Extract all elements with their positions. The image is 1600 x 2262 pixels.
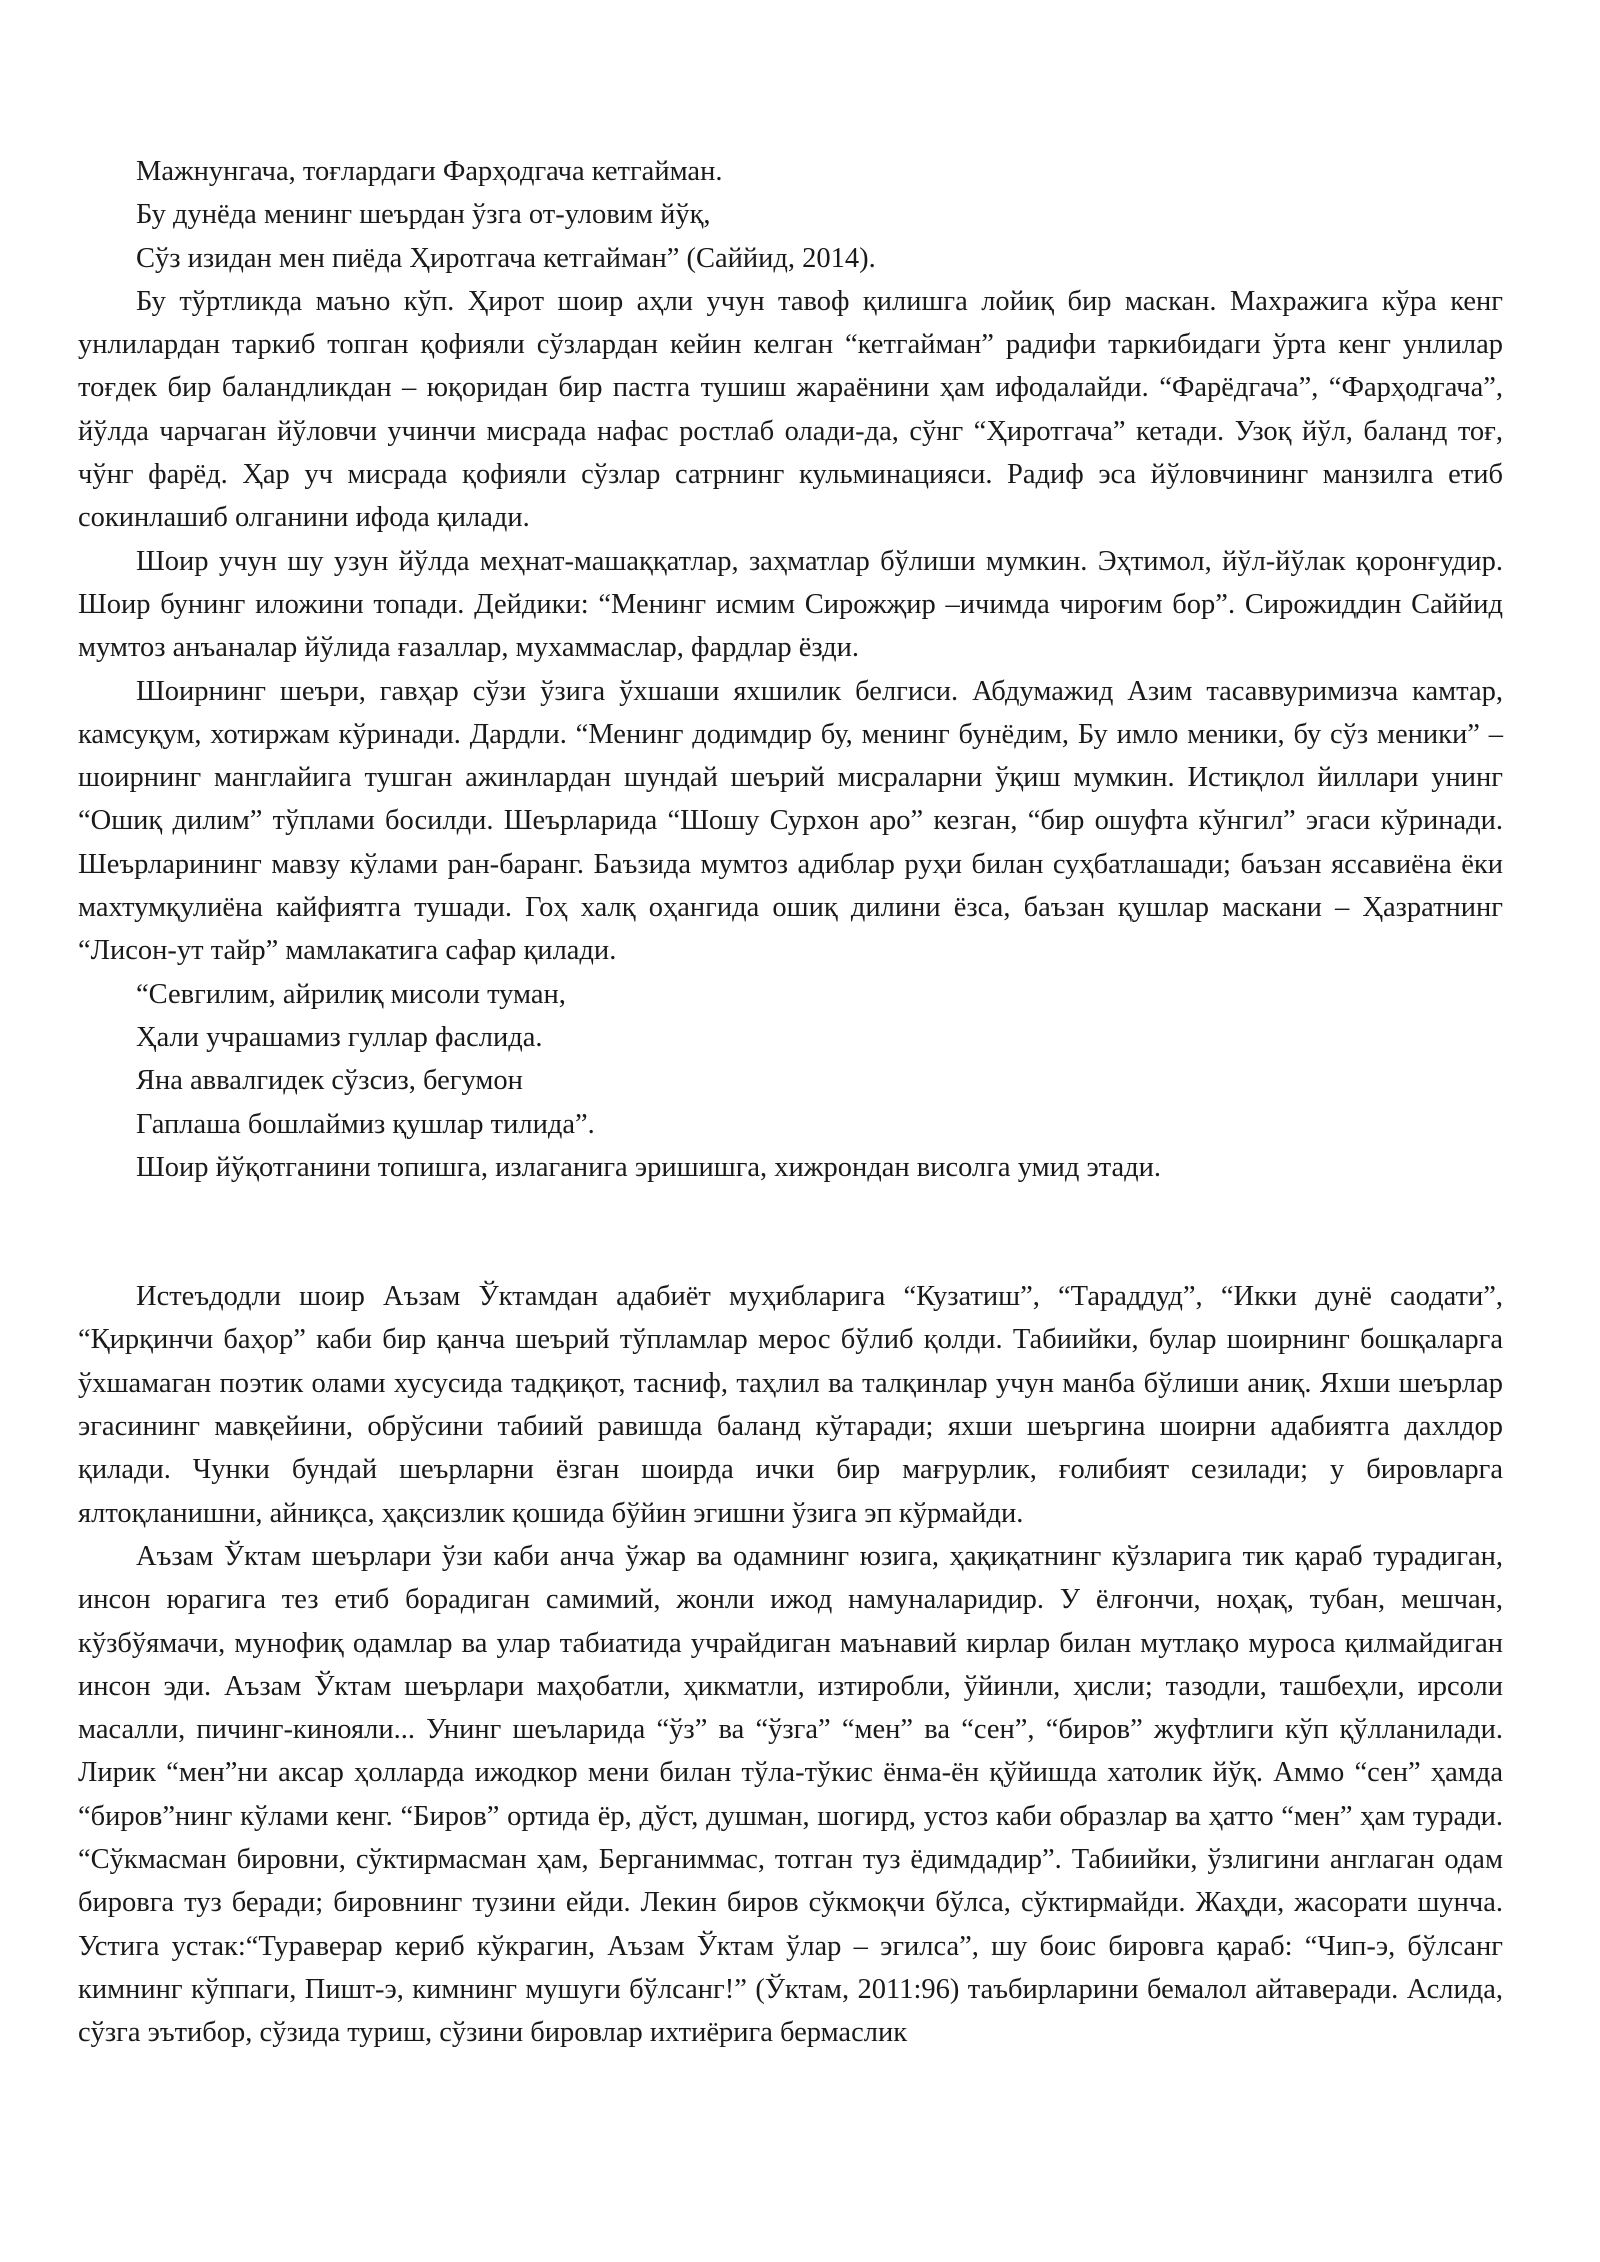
paragraph: Аъзам Ўктам шеърлари ўзи каби анча ўжар ва одамнинг юзига, ҳақиқатнинг кўзларига тик қараб турадиган, инсон юрагига тез етиб борадиган самимий, жонли ижод намуналаридир. У ёлғончи, ноҳақ, тубан, мешчан, кўзбўямачи, мунофиқ одамлар ва улар табиатида учрайдиган маънавий кирлар билан мутлақо муроса қилмайдиган инсон эди. Аъзам Ўктам шеърлари маҳобатли, ҳикматли, изтиробли, ўйинли, ҳисли; тазодли, ташбеҳли, ирсоли масалли, пичинг-кинояли... Унинг шеъларида “ўз” ва “ўзга” “мен” ва “сен”, “биров” жуфтлиги кўп қўлланилади. Лирик “мен”ни аксар ҳолларда ижодкор мени билан тўла-тўкис ёнма-ён қўйишда хатолик йўқ. Аммо “сен” ҳамда “биров”нинг кўлами кенг. “Биров” ортида ёр, дўст, душман, шогирд, устоз каби образлар ва ҳатто “мен” ҳам туради. “Сўкмасман бировни, сўктирмасман ҳам, Берганиммас, тотган туз ёдимдадир”. Табиийки, ўзлигини англаган одам бировга туз беради; бировнинг тузини ейди. Лекин биров сўкмоқчи бўлса, сўктирмайди. Жаҳди, жасорати шунча. Устига устак:“Тураверар кериб кўкрагин, Аъзам Ўктам ўлар – эгилса”, шу боис бировга қараб: “Чип-э, бўлсанг кимнинг кўппаги, Пишт-э, кимнинг мушуги бўлсанг!” (Ўктам, 2011:96) таъбирларини бемалол айтаверади. Аслида, сўзга эътибор, сўзида туриш, сўзини бировлар ихтиёрига бермаслик <box>78 1540 1503 2049</box>
section-spacer <box>78 1189 1503 1275</box>
poem-line: Сўз изидан мен пиёда Ҳиротгача кетгайман” (Саййид, 2014). <box>136 242 876 274</box>
paragraph: Шоирнинг шеъри, гавҳар сўзи ўзига ўхшаши яхшилик белгиси. Абдумажид Азим тасаввуримизча камтар, камсуқум, хотиржам кўринади. Дардли. “Менинг додимдир бу, менинг бунёдим, Бу имло меники, бу сўз меники” – шоирнинг манглайига тушган ажинлардан шундай шеърий мисраларни ўқиш мумкин. Истиқлол йиллари унинг “Ошиқ дилим” тўплами босилди. Шеърларида “Шошу Сурхон аро” кезган, “бир ошуфта кўнгил” эгаси кўринади. Шеърларининг мавзу кўлами ран-баранг. Баъзида мумтоз адиблар руҳи билан суҳбатлашади; баъзан яссавиёна ёки махтумқулиёна кайфиятга тушади. Гоҳ халқ оҳангида ошиқ дилини ёзса, баъзан қушлар маскани – Ҳазратнинг “Лисон-ут тайр” мамлакатига сафар қилади. <box>78 675 1503 967</box>
poem-line: Ҳали учрашамиз гуллар фаслида. <box>136 1021 543 1053</box>
poem-line: “Севгилим, айрилиқ мисоли туман, <box>136 978 566 1010</box>
paragraph: Шоир учун шу узун йўлда меҳнат-машаққатлар, заҳматлар бўлиши мумкин. Эҳтимол, йўл-йўлак қоронғудир. Шоир бунинг иложини топади. Дейдики: “Менинг исмим Сирожҗир –ичимда чироғим бор”. Сирожиддин Саййид мумтоз анъаналар йўлида ғазаллар, мухаммаслар, фардлар ёзди. <box>78 545 1503 664</box>
poem-line: Яна аввалгидек сўзсиз, бегумон <box>136 1065 523 1097</box>
document-page <box>78 150 1503 2054</box>
poem-line: Гаплаша бошлаймиз қушлар тилида”. <box>136 1108 595 1140</box>
paragraph: Шоир йўқотганини топишга, излаганига эришишга, хижрондан висолга умид этади. <box>136 1151 1162 1183</box>
paragraph: Истеъдодли шоир Аъзам Ўктамдан адабиёт муҳибларига “Кузатиш”, “Тараддуд”, “Икки дунё саодати”, “Қирқинчи баҳор” каби бир қанча шеърий тўпламлар мерос бўлиб қолди. Табиийки, булар шоирнинг бошқаларга ўхшамаган поэтик олами хусусида тадқиқот, тасниф, таҳлил ва талқинлар учун манба бўлиши аниқ. Яхши шеърлар эгасининг мавқейини, обрўсини табиий равишда баланд кўтаради; яхши шеъргина шоирни адабиятга дахлдор қилади. Чунки бундай шеърларни ёзган шоирда ички бир мағрурлик, ғолибият сезилади; у бировларга ялтоқланишни, айниқса, ҳақсизлик қошида бўйин эгишни ўзига эп кўрмайди. <box>78 1281 1503 1529</box>
paragraph: Бу тўртликда маъно кўп. Ҳирот шоир аҳли учун тавоф қилишга лойиқ бир маскан. Махражига кўра кенг унлилардан таркиб топган қофияли сўзлардан кейин келган “кетгайман” радифи таркибидаги ўрта кенг унлилар тоғдек бир баландликдан – юқоридан бир пастга тушиш жараёнини ҳам ифодалайди. “Фарёдгача”, “Фарҳодгача”, йўлда чарчаган йўловчи учинчи мисрада нафас ростлаб олади-да, сўнг “Ҳиротгача” кетади. Узоқ йўл, баланд тоғ, чўнг фарёд. Ҳар уч мисрада қофияли сўзлар сатрнинг кульминацияси. Радиф эса йўловчининг манзилга етиб сокинлашиб олганини ифода қилади. <box>78 285 1503 534</box>
poem-line: Бу дунёда менинг шеърдан ўзга от-уловим йўқ, <box>136 199 711 231</box>
poem-line: Мажнунгача, тоғлардаги Фарҳодгача кетгайман. <box>136 156 723 187</box>
